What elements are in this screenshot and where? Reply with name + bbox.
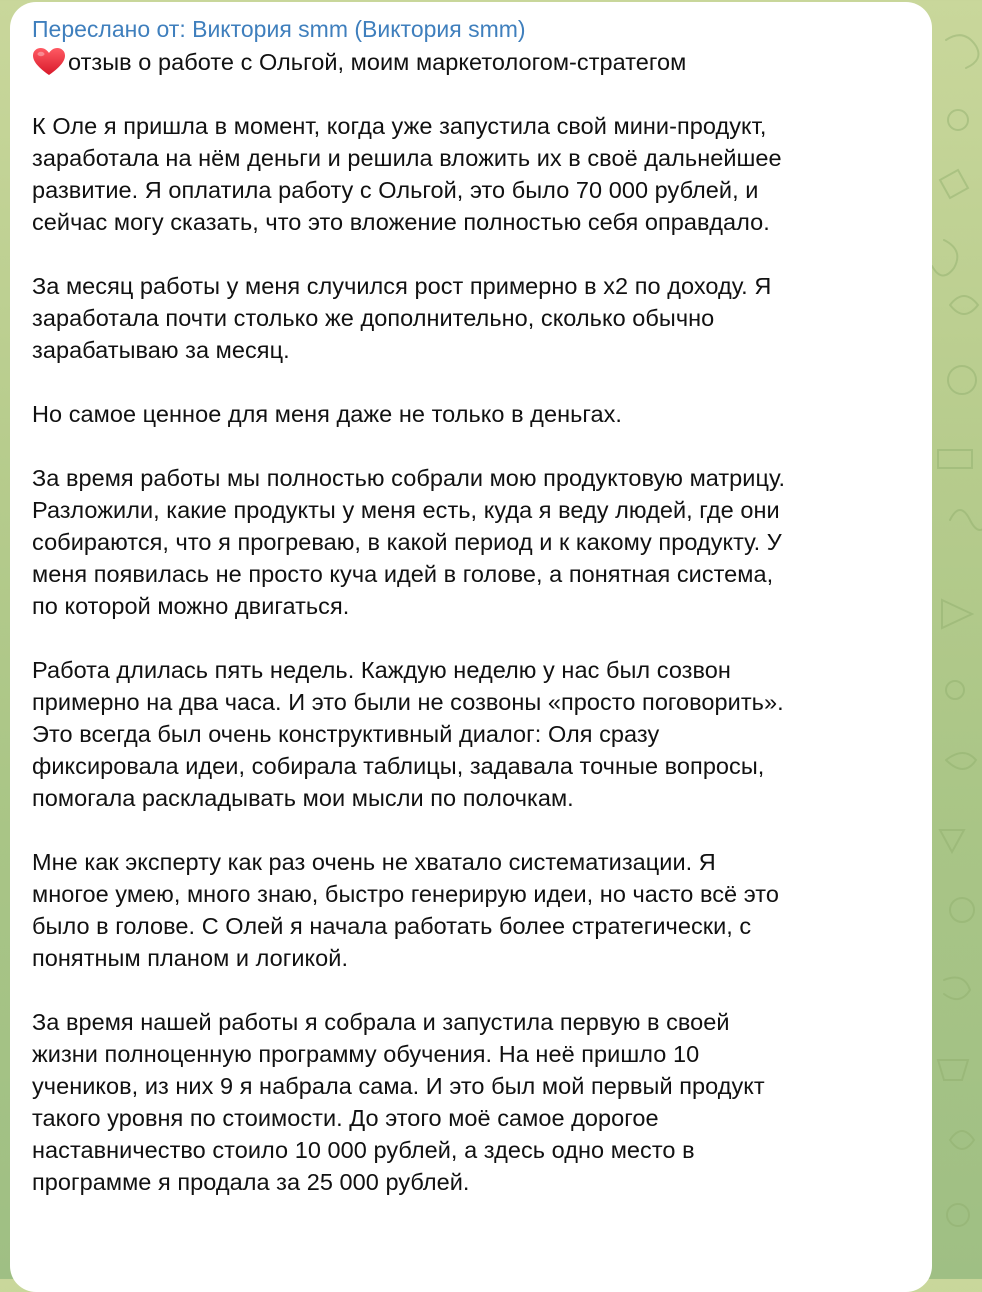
red-heart-icon xyxy=(32,47,66,77)
message-title: отзыв о работе с Ольгой, моим маркетологом-стратегом xyxy=(68,49,687,75)
message-paragraph: Мне как эксперту как раз очень не хватало систематизации. Я многое умею, много знаю, быстро генерирую идеи, но часто всё это было в голове. С Олей я начала работать более стратегически, с понятным планом и логикой. xyxy=(32,849,779,971)
message-paragraph: За время работы мы полностью собрали мою продуктовую матрицу. Разложили, какие продукты у меня есть, куда я веду людей, где они собираются, что я прогреваю, в какой период и к какому продукту. У меня появилась не просто куча идей в голове, а понятная система, по которой можно двигаться. xyxy=(32,465,786,619)
message-paragraph: За время нашей работы я собрала и запустила первую в своей жизни полноценную программу обучения. На неё пришло 10 учеников, из них 9 я набрала сама. И это был мой первый продукт такого уровня по стоимости. До этого моё самое дорогое наставничество стоило 10 000 рублей, а здесь одно место в программе я продала за 25 000 рублей. xyxy=(32,1009,765,1195)
message-paragraph: За месяц работы у меня случился рост примерно в x2 по доходу. Я заработала почти столько же дополнительно, сколько обычно зарабатываю за месяц. xyxy=(32,273,772,363)
forwarded-message-bubble[interactable] xyxy=(10,2,932,1292)
message-paragraph: Работа длилась пять недель. Каждую неделю у нас был созвон примерно на два часа. И это были не созвоны «просто поговорить». Это всегда был очень конструктивный диалог: Оля сразу фиксировала идеи, собирала таблицы, задавала точные вопросы, помогала раскладывать мои мысли по полочкам. xyxy=(32,657,784,811)
forwarded-from-link[interactable]: Переслано от: Виктория smm (Виктория smm) xyxy=(32,16,526,42)
message-title-line xyxy=(32,46,912,78)
message-text xyxy=(32,46,912,1198)
message-paragraph: Но самое ценное для меня даже не только в деньгах. xyxy=(32,401,622,427)
message-paragraph: К Оле я пришла в момент, когда уже запустила свой мини-продукт, заработала на нём деньги и решила вложить их в своё дальнейшее развитие. Я оплатила работу с Ольгой, это было 70 000 рублей, и сейчас могу сказать, что это вложение полностью себя оправдало. xyxy=(32,113,782,235)
